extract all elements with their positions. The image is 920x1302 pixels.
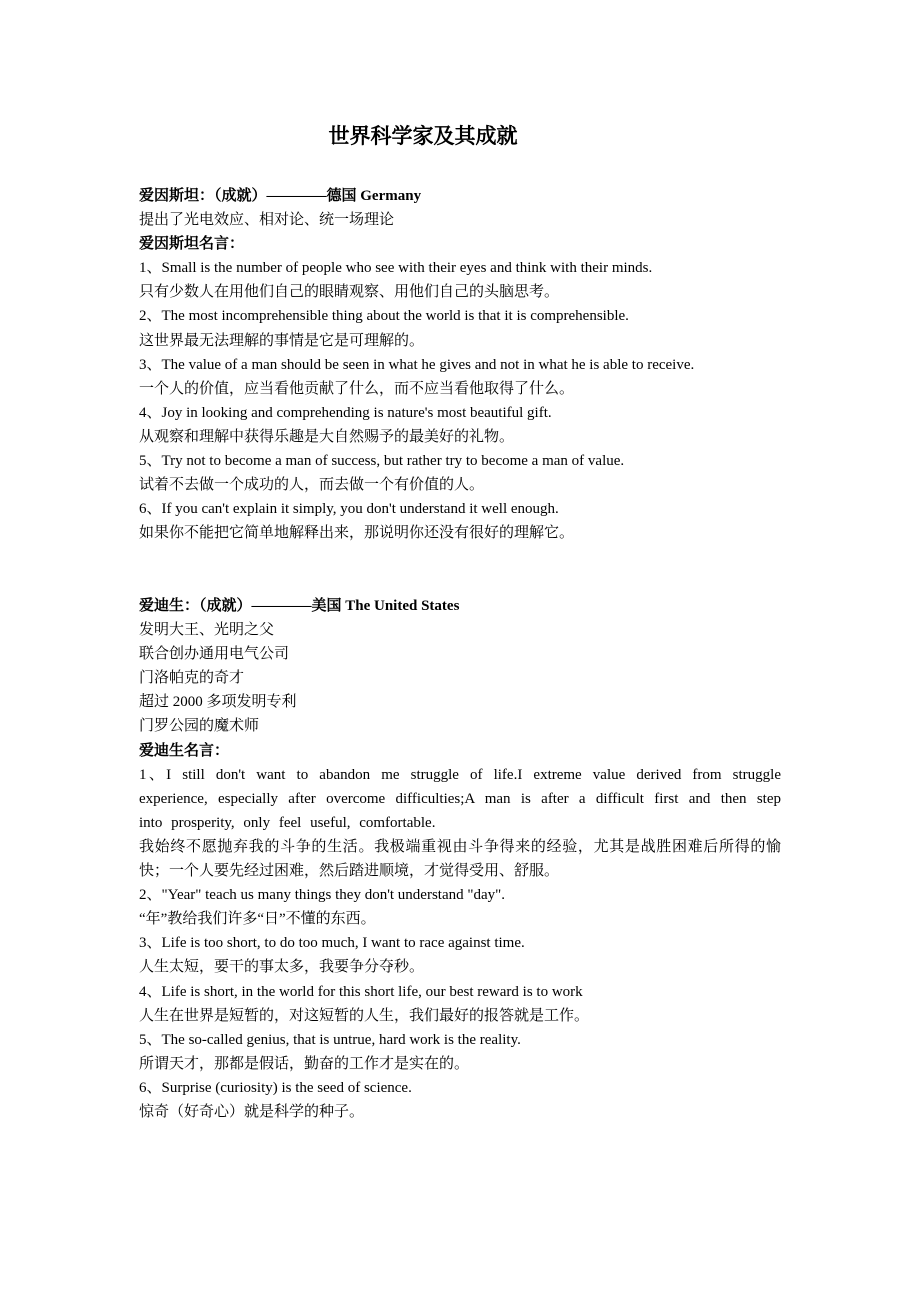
edison-achievement-2: 联合创办通用电气公司 bbox=[139, 646, 290, 663]
einstein-heading: 爱因斯坦：（成就）————德国 Germany bbox=[139, 188, 422, 204]
einstein-quote-1-en: 1、Small is the number of people who see with their eyes and think with their minds. bbox=[139, 260, 653, 277]
edison-quote-3-zh: 人生太短，要干的事太多，我要争分夺秒。 bbox=[139, 959, 425, 976]
edison-quote-5-zh: 所谓天才，那都是假话，勤奋的工作才是实在的。 bbox=[139, 1055, 470, 1072]
einstein-quote-6-en: 6、If you can't explain it simply, you don't understand it well enough. bbox=[139, 501, 559, 518]
einstein-quote-4-en: 4、Joy in looking and comprehending is nature's most beautiful gift. bbox=[139, 404, 552, 421]
einstein-quote-3-zh: 一个人的价值，应当看他贡献了什么，而不应当看他取得了什么。 bbox=[139, 380, 575, 397]
einstein-quote-3-en: 3、The value of a man should be seen in what he gives and not in what he is able to receive. bbox=[139, 356, 695, 373]
einstein-quote-2-en: 2、The most incomprehensible thing about the world is that it is comprehensible. bbox=[139, 308, 629, 325]
einstein-quote-5-zh: 试着不去做一个成功的人，而去做一个有价值的人。 bbox=[139, 477, 485, 494]
edison-quote-2-en: 2、"Year" teach us many things they don't understand "day". bbox=[139, 887, 506, 904]
einstein-quote-5-en: 5、Try not to become a man of success, but rather try to become a man of value. bbox=[139, 453, 625, 470]
edison-achievement-5: 门罗公园的魔术师 bbox=[139, 718, 260, 735]
einstein-quote-6-zh: 如果你不能把它简单地解释出来，那说明你还没有很好的理解它。 bbox=[139, 525, 575, 542]
edison-quote-6-en: 6、Surprise (curiosity) is the seed of science. bbox=[139, 1079, 412, 1096]
edison-achievement-4: 超过 2000 多项发明专利 bbox=[139, 694, 297, 711]
einstein-quote-2-zh: 这世界最无法理解的事情是它是可理解的。 bbox=[139, 332, 425, 349]
edison-quote-4-zh: 人生在世界是短暂的，对这短暂的人生，我们最好的报答就是工作。 bbox=[139, 1007, 590, 1024]
edison-quote-1-en: 1、I still don't want to abandon me struggle of life.I extreme value derived from struggle experience, especially after overcome difficulties;A man is after a difficult first and then step into prosperity, only feel useful, comfortable. bbox=[139, 766, 781, 831]
einstein-quote-4-zh: 从观察和理解中获得乐趣是大自然赐予的最美好的礼物。 bbox=[139, 428, 515, 445]
einstein-quote-1-zh: 只有少数人在用他们自己的眼睛观察、用他们自己的头脑思考。 bbox=[139, 284, 560, 301]
edison-achievement-3: 门洛帕克的奇才 bbox=[139, 670, 245, 687]
edison-quote-1-zh: 我始终不愿抛弃我的斗争的生活。我极端重视由斗争得来的经验，尤其是战胜困难后所得的愉快；一个人要先经过困难，然后踏进顺境，才觉得受用、舒服。 bbox=[139, 838, 781, 880]
page-title: 世界科学家及其成就 bbox=[328, 124, 518, 148]
edison-quotes-heading: 爱迪生名言： bbox=[139, 742, 230, 759]
edison-section bbox=[139, 594, 781, 1124]
edison-quote-3-en: 3、Life is too short, to do too much, I want to race against time. bbox=[139, 935, 525, 952]
edison-achievement-1: 发明大王、光明之父 bbox=[139, 622, 275, 639]
edison-quote-6-zh: 惊奇（好奇心）就是科学的种子。 bbox=[139, 1103, 365, 1120]
edison-quote-2-zh: “年”教给我们许多“日”不懂的东西。 bbox=[139, 911, 376, 928]
einstein-achievement: 提出了光电效应、相对论、统一场理论 bbox=[139, 212, 395, 229]
einstein-quotes-heading: 爱因斯坦名言： bbox=[139, 236, 245, 253]
einstein-section bbox=[139, 184, 781, 545]
edison-heading: 爱迪生：（成就）————美国 The United States bbox=[139, 598, 460, 614]
edison-quote-5-en: 5、The so-called genius, that is untrue, hard work is the reality. bbox=[139, 1031, 521, 1048]
edison-quote-4-en: 4、Life is short, in the world for this short life, our best reward is to work bbox=[139, 983, 583, 1000]
